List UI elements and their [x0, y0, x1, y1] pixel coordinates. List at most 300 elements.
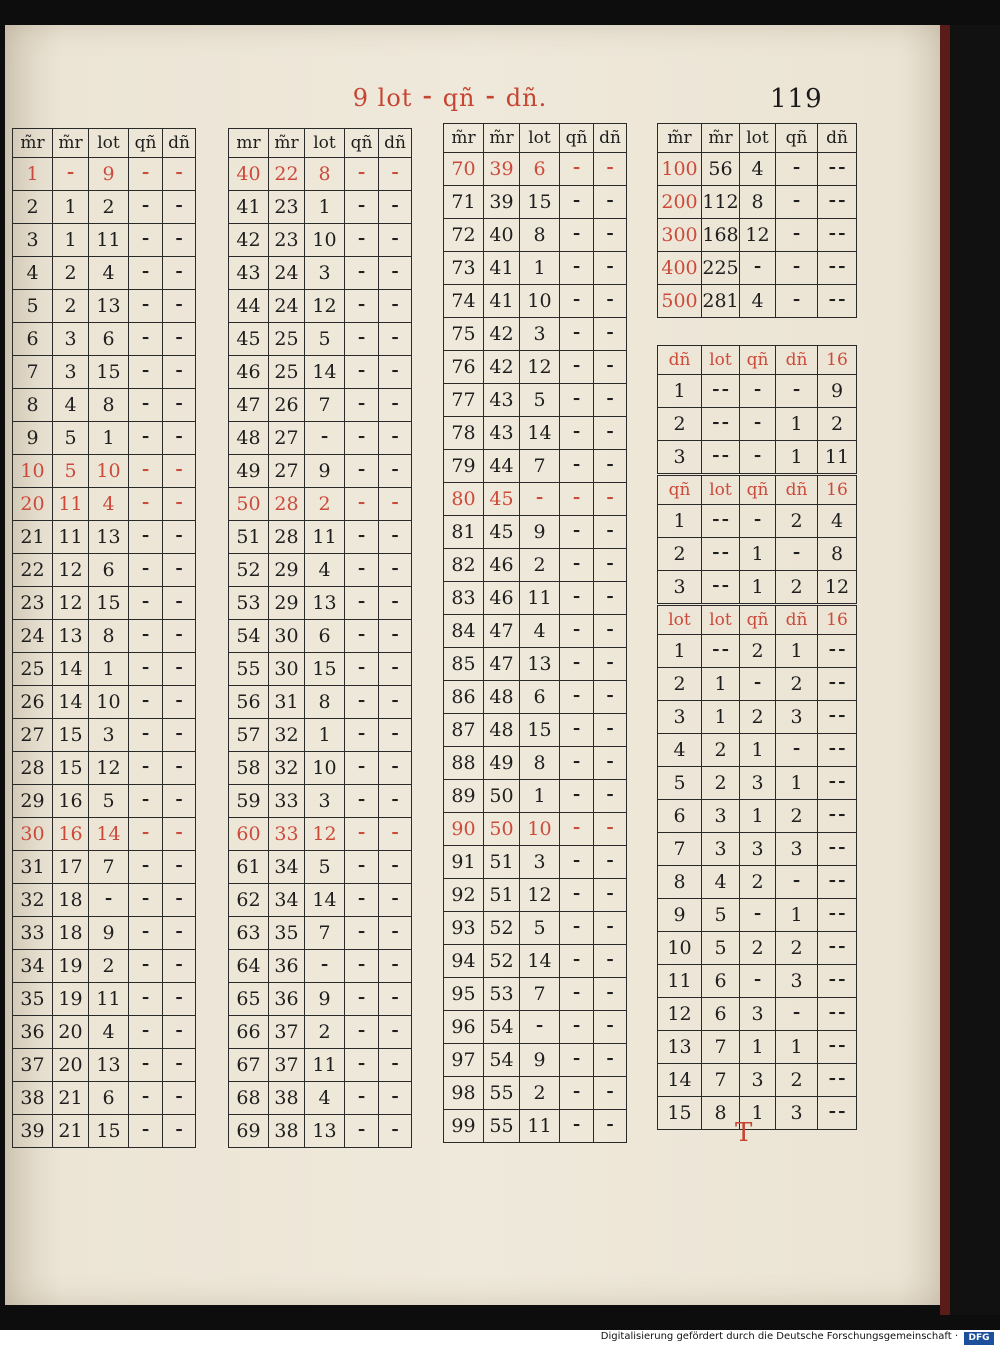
table-cell: ⁃⁃ — [817, 252, 857, 284]
table-cell: 3 — [701, 833, 739, 865]
table-header-row — [657, 475, 857, 505]
table-cell: 82 — [443, 549, 483, 581]
table-cell: ⁃⁃ — [701, 505, 739, 537]
table-marks-100-500 — [657, 123, 857, 318]
table-cell: ⁃ — [344, 686, 378, 718]
table-cell: 1 — [775, 441, 817, 473]
table-cell: ⁃ — [559, 186, 593, 218]
table-cell: 87 — [443, 714, 483, 746]
table-cell: ⁃ — [378, 983, 412, 1015]
table-cell: 6 — [12, 323, 52, 355]
table-cell: 7 — [12, 356, 52, 388]
table-cell: 1 — [701, 668, 739, 700]
table-row — [12, 917, 196, 950]
table-cell: 65 — [228, 983, 268, 1015]
table-cell: 24 — [268, 257, 304, 289]
table-cell: 1 — [775, 767, 817, 799]
table-cell: 42 — [228, 224, 268, 256]
table-cell: 75 — [443, 318, 483, 350]
table-cell: ⁃ — [162, 752, 196, 784]
header-cell: lot — [88, 129, 128, 157]
table-row — [443, 879, 627, 912]
table-cell: ⁃ — [128, 1082, 162, 1114]
table-cell: ⁃ — [344, 422, 378, 454]
table-cell: 3 — [52, 356, 88, 388]
table-cell: ⁃⁃ — [701, 635, 739, 667]
table-cell: 7 — [701, 1031, 739, 1063]
signature-mark: T — [735, 1118, 753, 1148]
table-cell: 9 — [88, 158, 128, 190]
table-row — [12, 884, 196, 917]
table-cell: ⁃ — [519, 483, 559, 515]
table-cell: ⁃ — [559, 285, 593, 317]
header-cell: dñ — [775, 476, 817, 504]
table-cell: ⁃⁃ — [817, 932, 857, 964]
table-cell: ⁃ — [128, 752, 162, 784]
table-cell: 4 — [304, 554, 344, 586]
table-cell: ⁃ — [593, 450, 627, 482]
table-row — [443, 516, 627, 549]
table-row — [443, 846, 627, 879]
table-cell: ⁃ — [775, 285, 817, 317]
table-cell: 8 — [12, 389, 52, 421]
table-cell: 51 — [483, 846, 519, 878]
table-row — [12, 719, 196, 752]
table-row — [12, 257, 196, 290]
table-cell: 56 — [228, 686, 268, 718]
table-cell: 52 — [483, 945, 519, 977]
table-cell: 2 — [775, 505, 817, 537]
table-row — [443, 615, 627, 648]
table-cell: ⁃⁃ — [701, 375, 739, 407]
table-cell: 49 — [228, 455, 268, 487]
table-cell: 12 — [817, 571, 857, 603]
table-cell: 1 — [657, 375, 701, 407]
table-cell: ⁃⁃ — [701, 538, 739, 570]
table-row — [228, 356, 412, 389]
table-cell: 1 — [657, 635, 701, 667]
table-row — [12, 224, 196, 257]
table-cell: 9 — [817, 375, 857, 407]
table-cell: 79 — [443, 450, 483, 482]
table-cell: 39 — [12, 1115, 52, 1147]
table-cell: ⁃ — [128, 917, 162, 949]
table-cell: ⁃ — [128, 1115, 162, 1147]
table-cell: ⁃ — [378, 554, 412, 586]
table-cell: 6 — [701, 998, 739, 1030]
table-cell: 77 — [443, 384, 483, 416]
table-cell: 50 — [483, 780, 519, 812]
table-cell: ⁃ — [162, 455, 196, 487]
table-cell: 11 — [304, 521, 344, 553]
table-cell: ⁃ — [775, 375, 817, 407]
table-cell: 5 — [304, 851, 344, 883]
table-row — [12, 983, 196, 1016]
table-cell: ⁃ — [162, 983, 196, 1015]
table-cell: 94 — [443, 945, 483, 977]
table-cell: 15 — [519, 186, 559, 218]
table-cell: 13 — [304, 1115, 344, 1147]
table-row — [228, 653, 412, 686]
header-cell: lot — [701, 606, 739, 634]
table-cell: 1 — [739, 1031, 775, 1063]
table-cell: 97 — [443, 1044, 483, 1076]
table-cell: 48 — [483, 681, 519, 713]
table-cell: 29 — [268, 554, 304, 586]
table-cell: 12 — [519, 879, 559, 911]
table-cell: ⁃ — [344, 752, 378, 784]
table-cell: 22 — [12, 554, 52, 586]
table-cell: 92 — [443, 879, 483, 911]
table-cell: ⁃ — [378, 719, 412, 751]
table-cell: ⁃ — [775, 538, 817, 570]
table-cell: 47 — [228, 389, 268, 421]
table-row — [657, 866, 857, 899]
table-cell: 84 — [443, 615, 483, 647]
table-cell: 2 — [775, 932, 817, 964]
table-cell: ⁃⁃ — [817, 1031, 857, 1063]
table-cell: ⁃ — [162, 587, 196, 619]
table-cell: ⁃ — [739, 441, 775, 473]
table-cell: 9 — [519, 1044, 559, 1076]
table-cell: ⁃ — [128, 488, 162, 520]
table-cell: 15 — [88, 587, 128, 619]
header-cell: dñ — [775, 346, 817, 374]
table-cell: 3 — [657, 441, 701, 473]
table-cell: 47 — [483, 615, 519, 647]
table-cell: 281 — [701, 285, 739, 317]
table-cell: 90 — [443, 813, 483, 845]
table-cell: 37 — [268, 1049, 304, 1081]
table-cell: 36 — [268, 983, 304, 1015]
table-cell: 3 — [657, 571, 701, 603]
table-cell: ⁃ — [559, 879, 593, 911]
table-cell: 2 — [775, 668, 817, 700]
table-cell: ⁃ — [519, 1011, 559, 1043]
table-cell: 3 — [775, 833, 817, 865]
table-cell: ⁃ — [739, 252, 775, 284]
table-cell: 8 — [304, 686, 344, 718]
table-cell: 22 — [268, 158, 304, 190]
table-cell: ⁃ — [344, 983, 378, 1015]
table-cell: 4 — [88, 257, 128, 289]
table-cell: ⁃ — [162, 422, 196, 454]
table-cell: ⁃ — [559, 516, 593, 548]
table-cell: 41 — [228, 191, 268, 223]
table-cell: 24 — [268, 290, 304, 322]
table-cell: ⁃ — [378, 818, 412, 850]
table-cell: 2 — [304, 488, 344, 520]
header-cell: m̃r — [52, 129, 88, 157]
table-cell: 9 — [304, 455, 344, 487]
table-row — [657, 252, 857, 285]
table-cell: ⁃ — [128, 587, 162, 619]
table-row — [12, 290, 196, 323]
table-cell: ⁃ — [775, 186, 817, 218]
table-cell: ⁃ — [559, 945, 593, 977]
table-cell: ⁃ — [344, 620, 378, 652]
table-cell: 1 — [52, 224, 88, 256]
header-cell: lot — [739, 124, 775, 152]
table-cell: 10 — [88, 686, 128, 718]
table-cell: ⁃⁃ — [817, 800, 857, 832]
table-cell: 15 — [304, 653, 344, 685]
table-cell: ⁃ — [378, 1082, 412, 1114]
table-cell: ⁃ — [593, 747, 627, 779]
table-cell: 45 — [228, 323, 268, 355]
header-cell: lot — [519, 124, 559, 152]
table-cell: 15 — [52, 719, 88, 751]
table-cell: ⁃ — [344, 257, 378, 289]
table-lot — [657, 605, 857, 1130]
table-cell: ⁃ — [52, 158, 88, 190]
table-row — [657, 668, 857, 701]
header-cell: lot — [701, 476, 739, 504]
table-cell: ⁃⁃ — [817, 668, 857, 700]
table-cell: ⁃ — [128, 851, 162, 883]
table-cell: 100 — [657, 153, 701, 185]
table-row — [12, 1049, 196, 1082]
header-cell: qñ — [128, 129, 162, 157]
table-cell: ⁃ — [128, 884, 162, 916]
table-cell: 85 — [443, 648, 483, 680]
table-cell: ⁃ — [162, 1115, 196, 1147]
table-cell: ⁃ — [775, 734, 817, 766]
table-cell: ⁃ — [128, 719, 162, 751]
table-cell: ⁃ — [559, 483, 593, 515]
table-cell: ⁃ — [378, 620, 412, 652]
table-cell: 23 — [268, 191, 304, 223]
table-cell: 25 — [12, 653, 52, 685]
table-cell: 51 — [228, 521, 268, 553]
table-cell: 55 — [483, 1110, 519, 1142]
table-cell: ⁃ — [378, 917, 412, 949]
table-cell: 38 — [268, 1082, 304, 1114]
table-row — [12, 356, 196, 389]
table-row — [443, 582, 627, 615]
table-cell: 41 — [483, 285, 519, 317]
table-cell: 5 — [52, 422, 88, 454]
table-cell: ⁃ — [162, 851, 196, 883]
table-cell: 7 — [88, 851, 128, 883]
table-cell: ⁃ — [559, 582, 593, 614]
table-cell: ⁃ — [378, 653, 412, 685]
table-cell: ⁃ — [775, 998, 817, 1030]
table-cell: ⁃⁃ — [701, 571, 739, 603]
table-cell: 40 — [483, 219, 519, 251]
table-row — [12, 1115, 196, 1148]
table-cell: 2 — [519, 1077, 559, 1109]
table-cell: ⁃ — [162, 290, 196, 322]
table-cell: 500 — [657, 285, 701, 317]
table-cell: ⁃⁃ — [817, 219, 857, 251]
header-cell: lot — [701, 346, 739, 374]
table-cell: 21 — [12, 521, 52, 553]
table-cell: ⁃ — [128, 422, 162, 454]
table-cell: ⁃ — [378, 752, 412, 784]
table-cell: 4 — [739, 285, 775, 317]
table-cell: ⁃ — [304, 950, 344, 982]
table-cell: 31 — [12, 851, 52, 883]
table-cell: 6 — [519, 153, 559, 185]
table-cell: 3 — [775, 965, 817, 997]
table-cell: 26 — [12, 686, 52, 718]
table-cell: ⁃ — [559, 1110, 593, 1142]
table-cell: 55 — [483, 1077, 519, 1109]
table-cell: 1 — [304, 719, 344, 751]
table-cell: ⁃ — [559, 912, 593, 944]
table-cell: ⁃ — [593, 483, 627, 515]
table-cell: ⁃ — [128, 950, 162, 982]
header-cell: dñ — [657, 346, 701, 374]
table-cell: ⁃⁃ — [817, 701, 857, 733]
table-cell: 93 — [443, 912, 483, 944]
table-cell: 10 — [88, 455, 128, 487]
table-cell: ⁃⁃ — [817, 866, 857, 898]
table-cell: ⁃ — [593, 648, 627, 680]
table-row — [443, 714, 627, 747]
table-cell: ⁃ — [344, 158, 378, 190]
table-cell: ⁃ — [162, 257, 196, 289]
table-cell: 7 — [519, 978, 559, 1010]
table-cell: 10 — [657, 932, 701, 964]
table-cell: 12 — [52, 587, 88, 619]
table-cell: 37 — [268, 1016, 304, 1048]
table-cell: 18 — [52, 884, 88, 916]
table-cell: 35 — [12, 983, 52, 1015]
table-cell: ⁃ — [378, 851, 412, 883]
table-cell: 71 — [443, 186, 483, 218]
table-row — [657, 1064, 857, 1097]
table-cell: 28 — [268, 521, 304, 553]
table-row — [12, 785, 196, 818]
table-cell: ⁃ — [378, 290, 412, 322]
table-cell: 56 — [701, 153, 739, 185]
table-cell: 3 — [52, 323, 88, 355]
table-cell: 8 — [88, 389, 128, 421]
table-cell: 17 — [52, 851, 88, 883]
table-cell: 2 — [775, 571, 817, 603]
table-cell: ⁃⁃ — [817, 767, 857, 799]
table-cell: ⁃ — [559, 318, 593, 350]
table-cell: 28 — [12, 752, 52, 784]
table-cell: ⁃ — [378, 521, 412, 553]
table-cell: 7 — [657, 833, 701, 865]
table-cell: ⁃ — [593, 879, 627, 911]
table-cell: 55 — [228, 653, 268, 685]
table-cell: 46 — [228, 356, 268, 388]
table-cell: ⁃ — [739, 668, 775, 700]
table-cell: ⁃ — [88, 884, 128, 916]
table-cell: 38 — [268, 1115, 304, 1147]
table-row — [443, 153, 627, 186]
table-cell: 61 — [228, 851, 268, 883]
table-cell: 16 — [52, 785, 88, 817]
table-cell: ⁃ — [593, 318, 627, 350]
table-row — [228, 983, 412, 1016]
table-cell: 11 — [657, 965, 701, 997]
table-cell: 4 — [817, 505, 857, 537]
table-cell: ⁃ — [162, 950, 196, 982]
table-cell: 96 — [443, 1011, 483, 1043]
table-cell: ⁃ — [128, 983, 162, 1015]
table-header-row — [443, 123, 627, 153]
table-cell: ⁃ — [593, 384, 627, 416]
table-cell: 69 — [228, 1115, 268, 1147]
table-cell: ⁃⁃ — [817, 1064, 857, 1096]
table-row — [657, 153, 857, 186]
table-cell: 88 — [443, 747, 483, 779]
table-cell: 5 — [304, 323, 344, 355]
header-cell: 16 — [817, 606, 857, 634]
table-cell: 7 — [701, 1064, 739, 1096]
table-cell: ⁃ — [739, 375, 775, 407]
table-cell: 34 — [268, 884, 304, 916]
table-header-row — [657, 345, 857, 375]
table-row — [228, 785, 412, 818]
table-row — [228, 752, 412, 785]
table-cell: 62 — [228, 884, 268, 916]
table-cell: 95 — [443, 978, 483, 1010]
table-cell: 1 — [12, 158, 52, 190]
table-row — [228, 686, 412, 719]
table-row — [657, 375, 857, 408]
table-pfennig — [657, 345, 857, 474]
table-cell: ⁃ — [162, 818, 196, 850]
table-cell: 48 — [483, 714, 519, 746]
table-cell: 16 — [52, 818, 88, 850]
table-cell: 6 — [701, 965, 739, 997]
table-cell: 2 — [817, 408, 857, 440]
header-cell: dñ — [593, 124, 627, 152]
table-row — [443, 1011, 627, 1044]
table-cell: 30 — [268, 620, 304, 652]
table-cell: ⁃ — [559, 1044, 593, 1076]
table-row — [443, 351, 627, 384]
table-cell: 1 — [304, 191, 344, 223]
table-cell: ⁃ — [593, 417, 627, 449]
table-cell: 68 — [228, 1082, 268, 1114]
table-cell: 3 — [739, 767, 775, 799]
table-cell: ⁃ — [162, 719, 196, 751]
table-cell: 43 — [483, 384, 519, 416]
table-cell: 1 — [519, 252, 559, 284]
table-cell: 1 — [701, 701, 739, 733]
table-cell: 12 — [88, 752, 128, 784]
table-row — [657, 186, 857, 219]
table-row — [443, 780, 627, 813]
table-cell: 2 — [739, 635, 775, 667]
table-cell: 12 — [304, 818, 344, 850]
table-cell: 3 — [739, 998, 775, 1030]
page-number: 119 — [770, 84, 823, 114]
table-cell: 1 — [88, 653, 128, 685]
table-cell: ⁃ — [344, 950, 378, 982]
table-row — [657, 701, 857, 734]
table-cell: ⁃ — [128, 521, 162, 553]
table-cell: ⁃ — [593, 153, 627, 185]
table-cell: 8 — [519, 747, 559, 779]
table-quentin — [657, 475, 857, 604]
table-cell: 2 — [657, 408, 701, 440]
table-cell: ⁃ — [559, 714, 593, 746]
table-cell: 64 — [228, 950, 268, 982]
table-cell: ⁃ — [128, 191, 162, 223]
table-cell: 1 — [519, 780, 559, 812]
table-cell: ⁃ — [593, 945, 627, 977]
table-row — [12, 422, 196, 455]
table-cell: 39 — [483, 186, 519, 218]
